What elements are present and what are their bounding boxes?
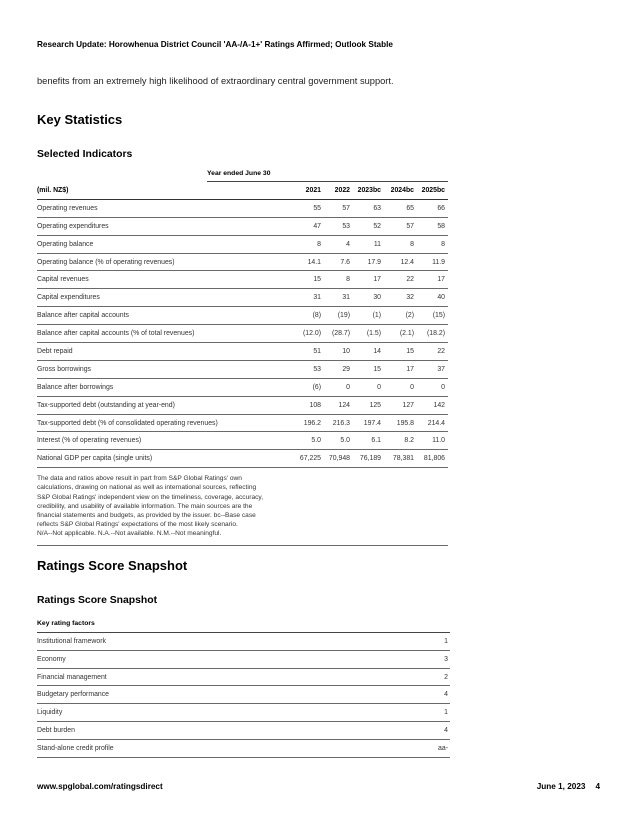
row-label: Capital expenditures xyxy=(37,294,100,302)
row-value: (28.7) xyxy=(331,330,350,338)
row-label: Balance after capital accounts xyxy=(37,312,129,320)
row-value: 15 xyxy=(313,276,321,284)
row-value: (1.5) xyxy=(366,330,381,338)
row-value: 197.4 xyxy=(363,419,381,427)
row-value: 53 xyxy=(313,365,321,373)
row-value: 55 xyxy=(313,204,321,212)
row-value: 31 xyxy=(342,294,350,302)
row-label: Tax-supported debt (% of consolidated operating revenues) xyxy=(37,419,218,427)
year-header-row xyxy=(37,170,448,182)
row-value: 40 xyxy=(437,294,445,302)
row-value: 124 xyxy=(338,401,350,409)
row-value: 51 xyxy=(313,348,321,356)
rating-factor-score: 4 xyxy=(444,726,448,734)
row-value: 12.4 xyxy=(400,258,414,266)
footnote-line: credibility, and usability of available information. The main sources are the xyxy=(37,502,253,510)
rating-factor-label: Stand-alone credit profile xyxy=(37,744,114,752)
row-value: 195.8 xyxy=(396,419,414,427)
footer-date: June 1, 2023 xyxy=(536,782,586,791)
footnote-line: calculations, drawing on national as well as international sources, reflecting xyxy=(37,484,257,492)
row-value: 0 xyxy=(346,383,350,391)
table-row xyxy=(37,415,448,433)
table-row xyxy=(37,200,448,218)
rating-factor-label: Economy xyxy=(37,655,66,663)
rating-factor-score: 2 xyxy=(444,673,448,681)
row-value: (8) xyxy=(312,312,321,320)
ratings-snapshot-subheading: Ratings Score Snapshot xyxy=(37,595,158,606)
row-value: 58 xyxy=(437,222,445,230)
row-value: 8 xyxy=(346,276,350,284)
row-value: 29 xyxy=(342,365,350,373)
col-header-2024bc: 2024bc xyxy=(390,187,414,194)
row-value: 57 xyxy=(342,204,350,212)
row-value: 22 xyxy=(437,348,445,356)
table-row xyxy=(37,450,448,468)
key-rating-factors-header: Key rating factors xyxy=(37,620,95,627)
row-value: 78,381 xyxy=(392,455,414,463)
row-value: 52 xyxy=(373,222,381,230)
row-value: 32 xyxy=(406,294,414,302)
table-row xyxy=(37,343,448,361)
row-value: 31 xyxy=(313,294,321,302)
row-value: 7.6 xyxy=(340,258,350,266)
row-value: 11.9 xyxy=(432,258,445,266)
row-value: 17.9 xyxy=(367,258,381,266)
row-value: 216.3 xyxy=(332,419,350,427)
footer-url: www.spglobal.com/ratingsdirect xyxy=(37,782,163,791)
table-row xyxy=(37,307,448,325)
row-value: 57 xyxy=(406,222,414,230)
row-value: 66 xyxy=(437,204,445,212)
lead-paragraph: benefits from an extremely high likelihood of extraordinary central government support. xyxy=(37,76,394,86)
rating-factor-score: aa- xyxy=(438,744,448,752)
rating-factor-label: Liquidity xyxy=(37,709,63,717)
table-footnote xyxy=(37,468,448,545)
row-label: Tax-supported debt (outstanding at year-end) xyxy=(37,401,175,409)
row-value: (2.1) xyxy=(399,330,414,338)
row-value: 0 xyxy=(377,383,381,391)
row-value: 14.1 xyxy=(307,258,321,266)
ratings-table-header xyxy=(37,617,450,633)
row-value: 5.0 xyxy=(311,437,321,445)
rating-factor-score: 1 xyxy=(444,709,448,717)
col-header-2023bc: 2023bc xyxy=(357,187,381,194)
col-header-2022: 2022 xyxy=(334,187,350,194)
row-value: 0 xyxy=(441,383,445,391)
rating-factor-row xyxy=(37,669,450,687)
rating-factor-score: 1 xyxy=(444,638,448,645)
row-value: (2) xyxy=(405,312,414,320)
footer-date-page xyxy=(537,782,600,791)
rating-factor-row xyxy=(37,686,450,704)
row-value: (1) xyxy=(372,312,381,320)
row-value: 127 xyxy=(402,401,414,409)
table-row xyxy=(37,218,448,236)
row-value: 196.2 xyxy=(303,419,321,427)
row-value: 0 xyxy=(410,383,414,391)
row-value: 11 xyxy=(373,240,381,248)
rating-factor-label: Financial management xyxy=(37,673,107,681)
ratings-snapshot-heading: Ratings Score Snapshot xyxy=(37,558,188,573)
row-value: 65 xyxy=(406,204,414,212)
table-row xyxy=(37,289,448,307)
rating-factor-label: Institutional framework xyxy=(37,638,106,645)
year-ended-label: Year ended June 30 xyxy=(207,170,271,177)
table-row xyxy=(37,254,448,272)
key-statistics-heading: Key Statistics xyxy=(37,112,123,127)
rating-rows xyxy=(37,633,450,758)
table-row xyxy=(37,379,448,397)
row-value: 125 xyxy=(369,401,381,409)
footnote-line: S&P Global Ratings' independent view on the timeliness, coverage, accuracy, xyxy=(37,493,264,501)
rating-factor-label: Debt burden xyxy=(37,726,75,734)
row-label: National GDP per capita (single units) xyxy=(37,455,153,463)
row-label: Operating expenditures xyxy=(37,222,109,230)
row-value: 53 xyxy=(342,222,350,230)
row-value: 142 xyxy=(433,401,445,409)
row-value: 15 xyxy=(373,365,381,373)
table-row xyxy=(37,271,448,289)
column-header-row xyxy=(37,182,448,200)
table-row xyxy=(37,432,448,450)
table-row xyxy=(37,397,448,415)
row-label: Interest (% of operating revenues) xyxy=(37,437,142,445)
row-value: 67,225 xyxy=(299,455,321,463)
row-value: 8 xyxy=(410,240,414,248)
row-label: Debt repaid xyxy=(37,348,73,356)
row-label: Operating balance (% of operating revenues) xyxy=(37,258,175,266)
row-value: 108 xyxy=(309,401,321,409)
row-label: Operating revenues xyxy=(37,204,98,212)
row-label: Operating balance xyxy=(37,240,94,248)
row-value: 11.0 xyxy=(432,437,445,445)
row-value: 81,806 xyxy=(423,455,445,463)
row-value: 63 xyxy=(373,204,381,212)
row-value: 17 xyxy=(437,276,445,284)
row-value: 30 xyxy=(373,294,381,302)
row-value: 47 xyxy=(313,222,321,230)
table-row xyxy=(37,325,448,343)
rating-factor-row xyxy=(37,740,450,758)
row-value: 10 xyxy=(342,348,350,356)
row-value: 214.4 xyxy=(427,419,445,427)
rating-factor-label: Budgetary performance xyxy=(37,691,110,699)
row-value: 8 xyxy=(441,240,445,248)
row-value: 70,948 xyxy=(328,455,350,463)
row-value: 14 xyxy=(373,348,381,356)
rating-factor-score: 4 xyxy=(444,691,448,699)
selected-indicators-heading: Selected Indicators xyxy=(37,149,133,160)
row-value: (12.0) xyxy=(302,330,321,338)
footnote-line: The data and ratios above result in part from S&P Global Ratings' own xyxy=(37,475,242,483)
row-value: 22 xyxy=(406,276,414,284)
row-value: (6) xyxy=(312,383,321,391)
col-header-2025bc: 2025bc xyxy=(421,187,445,194)
row-value: 17 xyxy=(406,365,414,373)
row-value: 15 xyxy=(406,348,414,356)
row-value: (19) xyxy=(337,312,350,320)
row-label: Balance after capital accounts (% of total revenues) xyxy=(37,330,195,338)
row-value: 17 xyxy=(373,276,381,284)
row-label: Balance after borrowings xyxy=(37,383,114,391)
page-number: 4 xyxy=(595,782,600,791)
ratings-score-table xyxy=(37,617,450,758)
row-value: 4 xyxy=(346,240,350,248)
selected-indicators-table xyxy=(37,170,448,546)
footnote-line: reflects S&P Global Ratings' expectations of the most likely scenario. xyxy=(37,521,238,529)
row-value: 8.2 xyxy=(404,437,414,445)
row-value: (15) xyxy=(432,312,445,320)
table-row xyxy=(37,361,448,379)
row-value: (18.2) xyxy=(426,330,445,338)
rating-factor-row xyxy=(37,633,450,651)
rating-factor-row xyxy=(37,722,450,740)
rating-factor-row xyxy=(37,704,450,722)
row-label: Capital revenues xyxy=(37,276,89,284)
running-header: Research Update: Horowhenua District Council 'AA-/A-1+' Ratings Affirmed; Outlook Stable xyxy=(37,40,393,49)
rating-factor-score: 3 xyxy=(444,655,448,663)
footnote-line: financial statements and budgets, as provided by the issuer. bc--Base case xyxy=(37,512,256,520)
col-header-2021: 2021 xyxy=(305,187,321,194)
rating-factor-row xyxy=(37,651,450,669)
units-header: (mil. NZ$) xyxy=(37,187,69,194)
table-row xyxy=(37,236,448,254)
row-value: 76,189 xyxy=(359,455,381,463)
row-value: 37 xyxy=(437,365,445,373)
indicator-rows xyxy=(37,200,448,468)
footnote-line: N/A--Not applicable. N.A.--Not available. N.M.--Not meaningful. xyxy=(37,530,222,538)
row-value: 6.1 xyxy=(371,437,381,445)
row-value: 8 xyxy=(317,240,321,248)
row-label: Gross borrowings xyxy=(37,365,91,373)
row-value: 5.0 xyxy=(340,437,350,445)
